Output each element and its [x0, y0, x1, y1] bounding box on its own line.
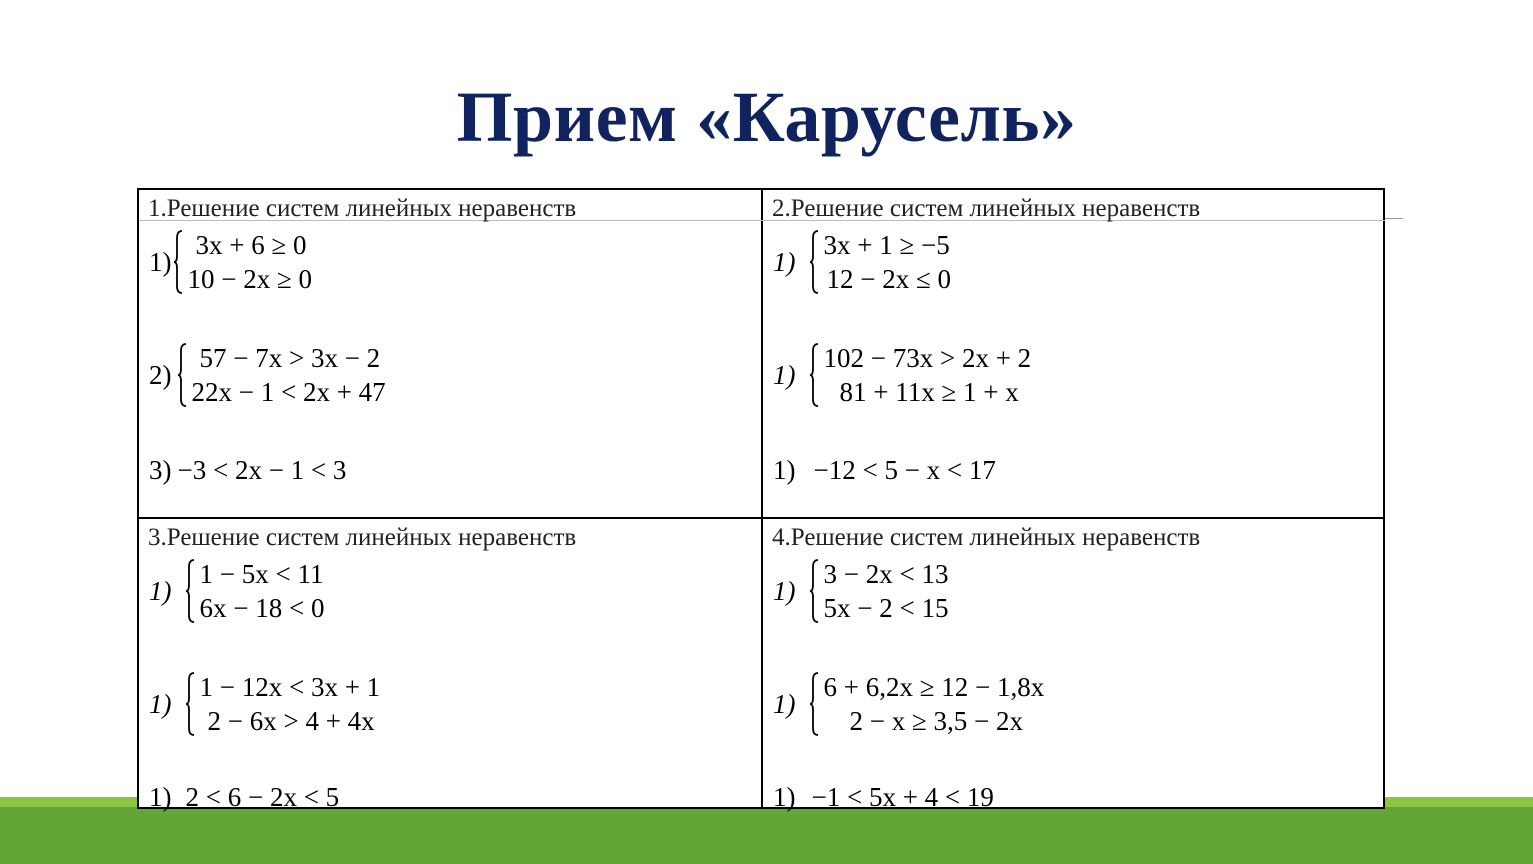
- brace-icon: [810, 230, 819, 294]
- table-divider-vertical: [761, 190, 763, 807]
- exercise-table: [137, 188, 1385, 812]
- brace-icon: [178, 343, 187, 407]
- problem-number: 3): [149, 454, 172, 485]
- problem-system: [149, 670, 380, 738]
- problem-single: [149, 450, 346, 487]
- equation: 10 − 2x ≥ 0: [187, 264, 313, 294]
- problem-system: [773, 557, 948, 625]
- problem-system: [773, 670, 1044, 738]
- equation: 57 − 7x > 3x − 2: [199, 343, 381, 373]
- divider: [1385, 218, 1403, 219]
- equation: 6x − 18 < 0: [199, 593, 325, 623]
- problem-number: 1): [773, 576, 796, 606]
- problem-number: 1): [773, 689, 796, 719]
- brace-icon: [186, 672, 195, 736]
- inequality-system: [810, 670, 1045, 738]
- problem-number: 1): [773, 360, 796, 390]
- inequality-system: [174, 228, 313, 296]
- problem-single: [149, 777, 339, 814]
- equation: −12 < 5 − x < 17: [813, 454, 996, 485]
- problem-single: [773, 777, 994, 814]
- cell-header: 4.Решение систем линейных неравенств: [772, 524, 1201, 551]
- equation: 81 + 11x ≥ 1 + x: [839, 377, 1019, 407]
- problem-single: [773, 450, 996, 487]
- cell-header: 3.Решение систем линейных неравенств: [148, 524, 577, 551]
- brace-icon: [810, 343, 819, 407]
- inequality-system: [810, 557, 949, 625]
- equation: 2 − x ≥ 3,5 − 2x: [849, 706, 1024, 736]
- brace-icon: [186, 559, 195, 623]
- equation: 1 − 12x < 3x + 1: [199, 672, 381, 702]
- equation: 102 − 73x > 2x + 2: [823, 343, 1032, 373]
- inequality-system: [178, 341, 386, 409]
- cell-header: 2.Решение систем линейных неравенств: [772, 195, 1201, 222]
- problem-number: 1): [149, 689, 172, 719]
- problem-number: 1): [773, 247, 796, 277]
- problem-number: 1): [149, 576, 172, 606]
- problem-system: [149, 557, 324, 625]
- table-divider-horizontal: [139, 517, 1383, 519]
- equation: −3 < 2x − 1 < 3: [177, 454, 347, 485]
- equation: 3x + 1 ≥ −5: [823, 230, 950, 260]
- equation: 3 − 2x < 13: [823, 559, 949, 589]
- problem-number: 1): [773, 454, 796, 485]
- problem-number: 2): [149, 360, 172, 390]
- equation: 22x − 1 < 2x + 47: [191, 377, 386, 407]
- problem-number: 1): [149, 247, 172, 277]
- inequality-system: [186, 670, 381, 738]
- equation: 3x + 6 ≥ 0: [195, 230, 307, 260]
- slide-title: Прием «Карусель»: [456, 77, 1077, 157]
- equation: 2 − 6x > 4 + 4x: [207, 706, 375, 736]
- problem-number: 1): [149, 781, 172, 812]
- equation: 12 − 2x ≤ 0: [826, 264, 952, 294]
- inequality-system: [810, 228, 952, 296]
- equation: 6 + 6,2x ≥ 12 − 1,8x: [823, 672, 1045, 702]
- problem-number: 1): [773, 781, 796, 812]
- problem-system: [149, 228, 312, 296]
- equation: 2 < 6 − 2x < 5: [185, 781, 340, 812]
- inequality-system: [186, 557, 325, 625]
- problem-system: [773, 341, 1031, 409]
- problem-system: [149, 341, 386, 409]
- inequality-system: [810, 341, 1032, 409]
- problem-system: [773, 228, 951, 296]
- brace-icon: [174, 230, 183, 294]
- equation: 5x − 2 < 15: [823, 593, 949, 623]
- brace-icon: [810, 672, 819, 736]
- equation: −1 < 5x + 4 < 19: [811, 781, 994, 812]
- equation: 1 − 5x < 11: [199, 559, 324, 589]
- brace-icon: [810, 559, 819, 623]
- cell-header: 1.Решение систем линейных неравенств: [148, 195, 577, 222]
- footer-bar: [0, 807, 1533, 864]
